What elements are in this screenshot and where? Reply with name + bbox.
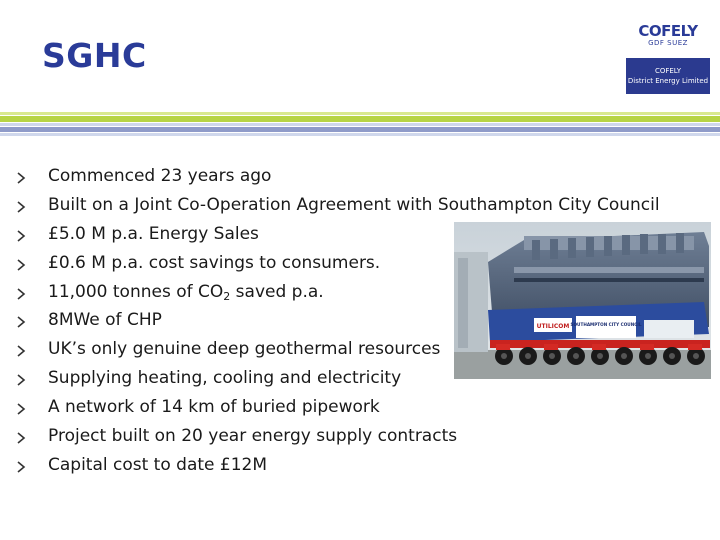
chp-engine-transport-photo xyxy=(454,222,711,379)
chevron-right-icon xyxy=(16,403,26,415)
bullet-text: Built on a Joint Co-Operation Agreement with Southampton City Council xyxy=(48,194,660,215)
header-stripe-blue xyxy=(0,127,720,132)
header-stripe-light-blue xyxy=(0,123,720,126)
logo-box-line2: District Energy Limited xyxy=(627,77,709,85)
cofely-logo xyxy=(624,14,712,96)
chevron-right-icon xyxy=(16,259,26,271)
chevron-right-icon xyxy=(16,432,26,444)
chevron-right-icon xyxy=(16,201,26,213)
bullet-text: UK’s only genuine deep geothermal resources xyxy=(48,339,441,360)
bullet-text-main: 11,000 tonnes of CO xyxy=(48,281,224,302)
bullet-text: 8MWe of CHP xyxy=(48,310,162,331)
logo-wordmark: COFELY xyxy=(638,22,698,40)
logo-box xyxy=(626,58,710,94)
bullet-text: Commenced 23 years ago xyxy=(48,166,272,186)
logo-tagline: GDF SUEZ xyxy=(648,39,688,47)
bullet-text-suffix: saved p.a. xyxy=(230,281,324,302)
chevron-right-icon xyxy=(16,374,26,386)
chevron-right-icon xyxy=(16,461,26,473)
engine-on-trailer-image xyxy=(454,222,711,379)
bullet-text: Capital cost to date £12M xyxy=(48,454,268,475)
bullet-text: Project built on 20 year energy supply contracts xyxy=(48,426,458,447)
chevron-right-icon xyxy=(16,345,26,357)
chevron-right-icon xyxy=(16,316,26,328)
header-stripe-pale-blue xyxy=(0,133,720,136)
slide-title: SGHC xyxy=(42,36,147,75)
chevron-right-icon xyxy=(16,288,26,300)
chevron-right-icon xyxy=(16,230,26,242)
logo-box-line1: COFELY xyxy=(654,67,682,75)
list-item xyxy=(16,191,716,220)
bullet-text: Supplying heating, cooling and electricity xyxy=(48,368,402,389)
list-item xyxy=(16,162,716,191)
bullet-text: £0.6 M p.a. cost savings to consumers. xyxy=(48,252,381,273)
council-banner: SOUTHAMPTON CITY COUNCIL xyxy=(570,322,642,327)
subscript-2: 2 xyxy=(223,289,231,303)
bullet-text: £5.0 M p.a. Energy Sales xyxy=(48,223,259,244)
utilicom-banner: UTILICOM xyxy=(536,323,570,330)
chevron-right-icon xyxy=(16,172,26,184)
header-stripe-green xyxy=(0,116,720,122)
bullet-text: A network of 14 km of buried pipework xyxy=(48,397,380,418)
list-item xyxy=(16,393,716,422)
bullet-text xyxy=(48,278,324,306)
list-item xyxy=(16,451,716,480)
header-stripe-light-green xyxy=(0,112,720,115)
list-item xyxy=(16,422,716,451)
